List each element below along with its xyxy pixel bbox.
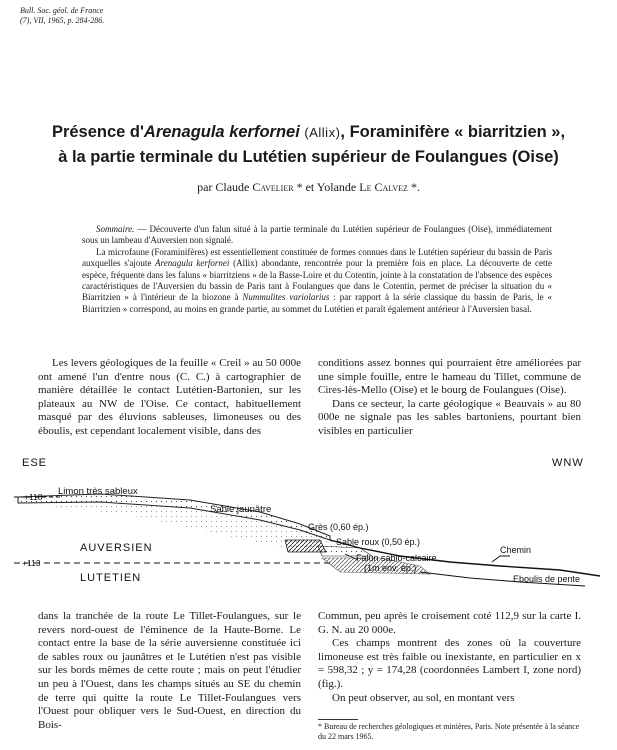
label-limon: Limon très sableux — [58, 486, 138, 497]
label-auversien: AUVERSIEN — [80, 542, 153, 554]
paragraph: Les levers géologiques de la feuille « Creil » au 50 000e ont amené l'un d'entre nous (C. C.) à cartographier de manière détaillée le contact Lutétien-Bartonien, sur les plateaux au NW de l'Oise. Ce contact, habituellement masqué par des éluvions sableuses, limoneuses ou des éboulis, est cependant localement visible, dans des — [38, 357, 301, 437]
chemin-marker — [492, 556, 510, 562]
author-line: par Claude Cavelier * et Yolande Le Calvez *. — [197, 180, 420, 194]
paragraph: dans la tranchée de la route Le Tillet-Foulangues, sur le revers nord-ouest de l'éminence de la Haute-Borne. Le contact entre la base de la série auversienne constituée ici de sables roux ou jaunâtres et le Lutétien n'est pas visible sur les bords mêmes de cette route ; mais on peut l'étudier un peu à l'Ouest, dans les champs situés au SE du chemin de terre qui quitte la route Le Tillet-Foulangues vers l'Ouest pour obliquer vers le Sud-Ouest, en direction du Bois- — [38, 610, 301, 731]
label-lutetien: LUTETIEN — [80, 572, 142, 584]
paragraph: On peut observer, au sol, en montant vers — [332, 691, 515, 704]
body-column-4 — [318, 610, 581, 705]
label-gres: Grès (0,60 ép.) — [308, 522, 369, 532]
orientation-left: ESE — [22, 457, 48, 469]
label-falun: Falun sablo-calcaire — [356, 553, 437, 563]
journal-name: Bull. Soc. géol. de France — [20, 6, 104, 15]
altitude-113: +113 — [22, 558, 41, 568]
label-chemin: Chemin — [500, 545, 532, 555]
title-line-2: à la partie terminale du Lutétien supérieur de Foulangues (Oise) — [58, 148, 559, 166]
author-le-calvez: Le Calvez — [359, 180, 408, 194]
orientation-right: WNW — [552, 457, 584, 469]
summary-paragraph-1: — Découverte d'un falun situé à la partie terminale du Lutétien supérieur de Foulangues (Oise), immédiatement sous un lambeau d'Auversien non signalé. — [82, 224, 552, 246]
title-line-1: Présence d'Arenagula kerfornei (Allix), Foraminifère « biarritzien », — [51, 123, 566, 141]
journal-reference: (7), VII, 1965, p. 284-286. — [20, 16, 105, 25]
footnote-rule — [318, 719, 358, 720]
label-eboulis: Eboulis de pente — [513, 574, 581, 584]
summary-label: Sommaire. — [96, 224, 135, 234]
paragraph: Ces champs montrent des zones où la couverture limoneuse est très faible ou inexistante, en particulier en x = 598,32 ; y = 174,28 (coordonnées Lambert I, zone nord) (fig.). — [318, 637, 581, 690]
author-cavelier: Cavelier — [252, 180, 294, 194]
label-falun-thickness: (1m env. ép.) — [364, 563, 417, 573]
footnote: * Bureau de recherches géologiques et minières, Paris. Note présentée à la séance du 22 mars 1965. — [318, 722, 580, 741]
paragraph: Dans ce secteur, la carte géologique « Beauvais » au 80 000e ne signale pas les sables bartoniens, pourtant bien visibles en particulier — [318, 397, 581, 437]
body-column-3 — [38, 610, 301, 732]
paragraph: conditions assez bonnes qui pourraient être améliorées par une simple fouille, entre le hameau du Tillet, commune de Cires-lès-Mello (Oise) et le bourg de Foulangues (Oise). — [318, 357, 581, 397]
label-sable-roux: Sable roux (0,50 ép.) — [336, 537, 421, 547]
paragraph: Commun, peu après le croisement coté 112,9 sur la carte I. G. N. au 20 000e. — [318, 610, 581, 636]
altitude-118: +118 — [24, 492, 43, 502]
label-sable-jaunatre: Sable jaunâtre — [210, 504, 272, 515]
summary-paragraph-2: La microfaune (Foraminifères) est essentiellement constituée de formes connues dans le Lutétien supérieur du bassin de Paris auxquelles s'ajoute Arenagula kerfornei (Allix) abondante, rencontrée pour la première fois en place. La découverte de cette espèce, fréquente dans les faluns « biarritziens » de la Basse-Loire et du Cotentin, jointe à la constatation de l'absence des espèces caractéristiques de l'Auversien du bassin de Paris tant à Foulangues que dans le Cotentin, permet de préciser la situation du « Biarritzien » à l'intérieur de la biozone à Nummulites variolarius : par rapport à la série classique du bassin de Paris, le « Biarritzien » correspond, au moins en grande partie, au sommet du Lutétien et paraît également antérieur à l'Auversien basal. — [82, 246, 552, 314]
species-name: Arenagula kerfornei — [143, 123, 300, 141]
